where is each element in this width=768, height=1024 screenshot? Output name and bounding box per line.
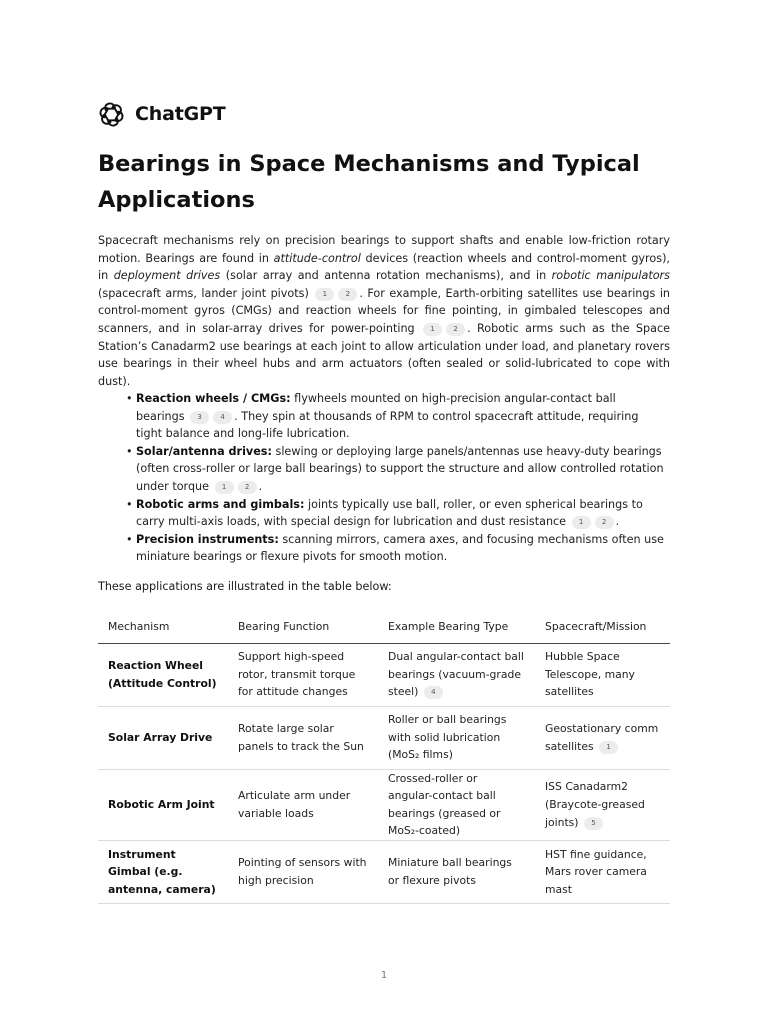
bullet-label: Solar/antenna drives:: [136, 444, 272, 458]
page-number: 1: [380, 970, 388, 981]
intro-text: . For example, Earth-orbiting satellites use bearings in control-moment gyros (CMGs) and reaction wheels for fine pointing, in gimbaled telescopes and scanners, and in solar-array drives for power-pointing: [98, 286, 671, 335]
bullet-text: . They spin at thousands of RPM to control spacecraft attitude, requiring tight balance and long-life lubrication.: [136, 409, 639, 441]
citation-link[interactable]: 5: [584, 817, 603, 830]
bullet-text: .: [258, 479, 263, 493]
table-lead: These applications are illustrated in the table below:: [98, 580, 392, 593]
citation-link[interactable]: 2: [595, 516, 614, 529]
mechanism-cell: Robotic Arm Joint: [98, 769, 228, 840]
brand-logo: [98, 100, 225, 128]
mission-cell: [535, 769, 670, 840]
bullet-label: Reaction wheels / CMGs:: [136, 392, 291, 405]
column-header: Example Bearing Type: [378, 612, 535, 643]
citation-link[interactable]: 1: [599, 741, 618, 754]
list-item: [126, 496, 666, 531]
bearing-type-cell: Miniature ball bearings or flexure pivots: [378, 840, 535, 903]
function-cell: Articulate arm under variable loads: [228, 769, 378, 840]
intro-emphasis: deployment drives: [113, 269, 221, 283]
list-item: [126, 531, 666, 566]
mission-cell: HST fine guidance, Mars rover camera mast: [535, 840, 670, 903]
mechanism-cell: Reaction Wheel (Attitude Control): [98, 643, 228, 706]
citation-link[interactable]: 4: [213, 411, 232, 424]
mission-cell: [535, 706, 670, 769]
table-row: [98, 643, 670, 706]
mission-text: Geostationary comm satellites: [545, 722, 659, 753]
citation-link[interactable]: 2: [238, 481, 257, 494]
bullet-label: Precision instruments:: [136, 532, 279, 546]
intro-emphasis: robotic manipulators: [551, 269, 670, 283]
citation-link[interactable]: 1: [315, 288, 334, 301]
intro-text: . Robotic arms such as the Space Station’s Canadarm2 use bearings at each joint to allow articulation under load, and planetary rovers use bearings in their wheel hubs and arm actuators (often sealed or solid-lubricated to cope with dust).: [98, 321, 670, 388]
bullet-text: scanning mirrors, camera axes, and focusing mechanisms often use miniature bearings or flexure pivots for smooth motion.: [136, 532, 664, 564]
bullet-text: slewing or deploying large panels/antennas use heavy-duty bearings (often cross-roller or large ball bearings) to support the structure and allow controlled rotation under torque: [136, 444, 664, 493]
bullet-text: .: [615, 515, 620, 529]
function-cell: Support high-speed rotor, transmit torque for attitude changes: [228, 643, 378, 706]
intro-text: (spacecraft arms, lander joint pivots): [98, 286, 309, 300]
column-header: Bearing Function: [228, 612, 378, 643]
bullet-text: flywheels mounted on high-precision angular-contact ball bearings: [136, 392, 616, 423]
bearing-type-cell: [378, 643, 535, 706]
mechanism-cell: Instrument Gimbal (e.g. antenna, camera): [98, 840, 228, 903]
brand-name: ChatGPT: [135, 103, 226, 125]
function-cell: Rotate large solar panels to track the Sun: [228, 706, 378, 769]
function-cell: Pointing of sensors with high precision: [228, 840, 378, 903]
intro-emphasis: attitude-control: [273, 251, 361, 265]
bearing-type-cell: Roller or ball bearings with solid lubrication (MoS₂ films): [378, 706, 535, 769]
table-header-row: [98, 612, 670, 643]
citation-link[interactable]: 2: [338, 288, 357, 301]
citation-link[interactable]: 1: [572, 516, 591, 529]
bullet-label: Robotic arms and gimbals:: [136, 497, 305, 511]
bearing-type-text: Dual angular-contact ball bearings (vacuum-grade steel): [388, 650, 524, 699]
intro-text: devices (reaction wheels and control-moment gyros), in: [98, 251, 670, 283]
openai-logo-icon: [98, 101, 125, 128]
bullet-text: joints typically use ball, roller, or even spherical bearings to carry multi-axis loads, with special design for lubrication and dust resistance: [136, 497, 643, 529]
mission-cell: Hubble Space Telescope, many satellites: [535, 643, 670, 706]
page-title: Bearings in Space Mechanisms and Typical Applications: [98, 151, 640, 213]
citation-link[interactable]: 1: [423, 323, 442, 336]
mechanism-cell: Solar Array Drive: [98, 706, 228, 769]
table-row: [98, 840, 670, 903]
citation-link[interactable]: 2: [446, 323, 465, 336]
intro-text: (solar array and antenna rotation mechanisms), and in: [220, 269, 552, 283]
column-header: Spacecraft/Mission: [535, 612, 670, 643]
intro-paragraph: [98, 232, 670, 390]
table-row: [98, 769, 670, 840]
bearing-type-cell: Crossed-roller or angular-contact ball bearings (greased or MoS₂-coated): [378, 769, 535, 840]
column-header: Mechanism: [98, 612, 228, 643]
citation-link[interactable]: 4: [424, 686, 443, 699]
list-item: [126, 443, 666, 496]
applications-list: [126, 390, 666, 566]
mission-text: ISS Canadarm2 (Braycote-greased joints): [545, 780, 645, 829]
applications-table: [98, 612, 670, 904]
list-item: [126, 390, 666, 443]
citation-link[interactable]: 1: [215, 481, 234, 494]
citation-link[interactable]: 3: [190, 411, 209, 424]
intro-text: Spacecraft mechanisms rely on precision bearings to support shafts and enable low-friction rotary motion. Bearings are found in: [98, 234, 670, 265]
table-row: [98, 706, 670, 769]
